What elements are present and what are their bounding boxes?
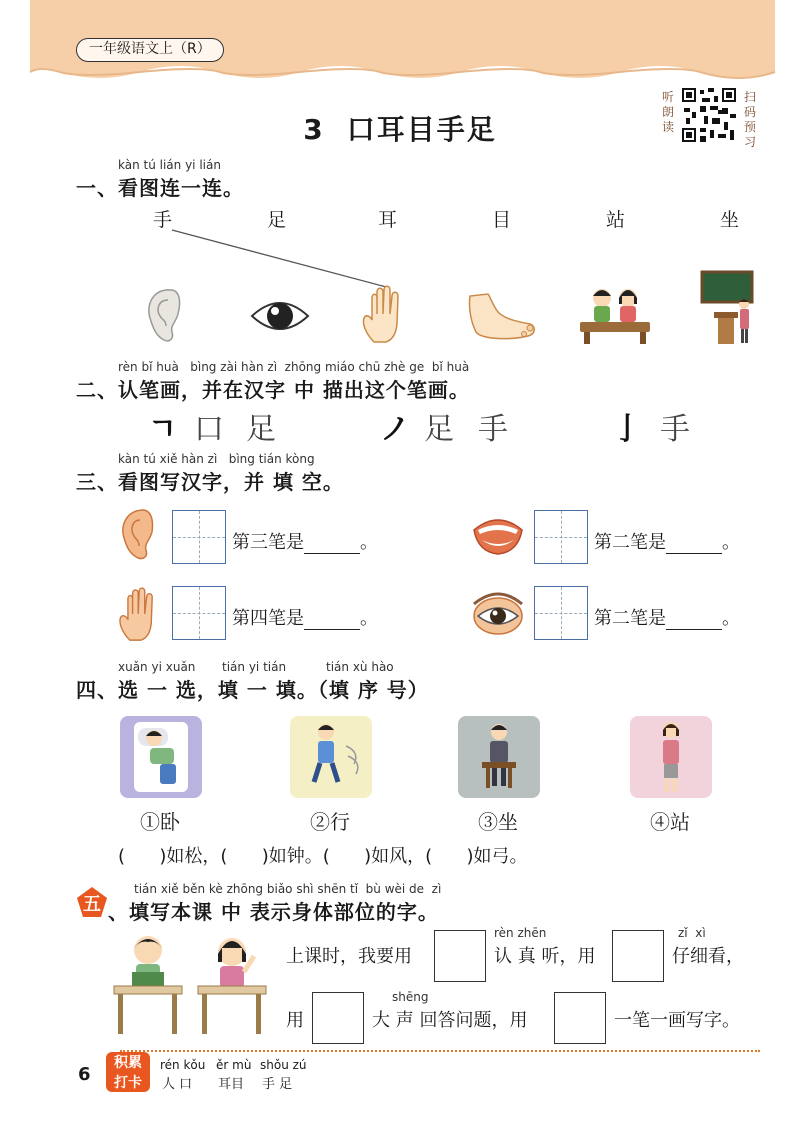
grade-tag: 一年级语文上（R） xyxy=(76,38,224,62)
s5-answer-box-2[interactable] xyxy=(612,930,664,982)
s3-writing-grid-1[interactable] xyxy=(172,510,226,564)
s3-item-2: 第二笔是 。 xyxy=(594,532,740,553)
page-number: 6 xyxy=(78,1064,91,1085)
s4-option-4: ④站 xyxy=(650,810,690,834)
s5-line1-b: 认 真 听，用 xyxy=(494,946,596,967)
s2-title: 二、认笔画，并在汉字 中 描出这个笔画。 xyxy=(76,378,470,402)
s3-writing-grid-3[interactable] xyxy=(172,586,226,640)
qr-label-preview: 扫 码 预 习 xyxy=(743,90,756,149)
qr-code-icon[interactable] xyxy=(680,86,738,144)
s1-pinyin: kàn tú lián yi lián xyxy=(118,158,221,172)
s1-hand-picture[interactable] xyxy=(360,284,412,344)
s3-hand-picture xyxy=(116,586,166,642)
s5-answer-box-4[interactable] xyxy=(554,992,606,1044)
s1-char-ear[interactable]: 耳 xyxy=(378,209,398,231)
lesson-number: 3 xyxy=(303,113,325,146)
s4-title: 四、选 一 选，填 一 填。（填 序 号） xyxy=(76,678,429,702)
s4-card-standing xyxy=(630,716,712,798)
s4-pinyin-2: tián yi tián xyxy=(222,660,287,674)
footer-pinyin-2: ěr mù xyxy=(216,1058,252,1072)
s4-pinyin-3: tián xù hào xyxy=(326,660,394,674)
s4-answer-paren-3[interactable]: ( ) xyxy=(322,846,372,867)
s5-title: 、填写本课 中 表示身体部位的字。 xyxy=(108,900,439,924)
s5-badge: 五 xyxy=(76,886,108,918)
s3-writing-grid-4[interactable] xyxy=(534,586,588,640)
s2-stroke-hengzhe: ㄱ xyxy=(148,412,177,447)
s3-writing-grid-2[interactable] xyxy=(534,510,588,564)
s5-line2-b: 大 声 回答问题，用 xyxy=(372,1010,528,1031)
s1-title: 一、看图连一连。 xyxy=(76,176,244,200)
s5-answer-box-3[interactable] xyxy=(312,992,364,1044)
qr-label-listen: 听 朗 读 xyxy=(661,90,674,134)
s5-line2-a: 用 xyxy=(286,1010,304,1031)
qr-block[interactable] xyxy=(660,86,760,150)
footer-divider xyxy=(120,1050,760,1052)
s1-teacher-standing-picture[interactable] xyxy=(700,270,756,346)
s4-pinyin-1: xuǎn yi xuǎn xyxy=(118,660,196,674)
s5-line1-pinyin-2: zǐ xì xyxy=(678,926,706,940)
s5-answer-box-1[interactable] xyxy=(434,930,486,982)
s1-char-sit[interactable]: 坐 xyxy=(720,209,740,231)
s2-trace-char[interactable]: 口 xyxy=(194,412,224,447)
footer-word-2: 耳目 xyxy=(218,1077,245,1092)
footer-badge: 积累 打卡 xyxy=(106,1052,150,1092)
footer-word-3: 手 足 xyxy=(262,1077,293,1092)
s1-eye-picture[interactable] xyxy=(248,294,312,338)
s1-foot-picture[interactable] xyxy=(462,292,538,342)
s5-line2-c: 一笔一画写字。 xyxy=(614,1010,740,1031)
s1-children-sitting-picture[interactable] xyxy=(578,282,652,344)
s3-blank-3[interactable] xyxy=(304,612,360,630)
s4-card-walking xyxy=(290,716,372,798)
s3-mouth-picture xyxy=(470,512,526,558)
page-header xyxy=(0,0,800,100)
footer-pinyin-3: shǒu zú xyxy=(260,1058,307,1072)
lesson-name: 口耳目手足 xyxy=(346,113,497,146)
s5-classroom-picture xyxy=(110,932,270,1038)
s4-fill-row: ( )如松，( )如钟。( )如风，( )如弓。 xyxy=(118,846,528,867)
s2-trace-char[interactable]: 足 xyxy=(424,412,454,447)
s5-line2-pinyin: shēng xyxy=(392,990,429,1004)
s5-line1-a: 上课时，我要用 xyxy=(286,946,412,967)
s4-answer-paren-2[interactable]: ( ) xyxy=(220,846,269,867)
s1-char-eye[interactable]: 目 xyxy=(492,209,512,231)
s4-option-2: ②行 xyxy=(310,810,350,834)
s4-option-1: ①卧 xyxy=(140,810,180,834)
s5-line1-c: 仔细看， xyxy=(672,946,744,967)
s3-eye-picture xyxy=(470,588,526,638)
s4-answer-paren-1[interactable]: ( ) xyxy=(118,846,167,867)
footer-word-1: 人 口 xyxy=(162,1077,193,1092)
s5-line1-pinyin: rèn zhēn xyxy=(494,926,547,940)
s3-item-3: 第四笔是 。 xyxy=(232,608,378,629)
footer-pinyin-1: rén kǒu xyxy=(160,1058,206,1072)
s3-pinyin: kàn tú xiě hàn zì bìng tián kòng xyxy=(118,452,315,466)
s3-blank-2[interactable] xyxy=(666,536,722,554)
s3-title: 三、看图写汉字，并 填 空。 xyxy=(76,470,344,494)
s2-trace-char[interactable]: 手 xyxy=(478,412,508,447)
s4-card-sitting xyxy=(458,716,540,798)
s2-trace-char[interactable]: 手 xyxy=(660,412,690,447)
s2-pinyin: rèn bǐ huà bìng zài hàn zì zhōng miáo chū zhè ge bǐ huà xyxy=(118,360,470,374)
s3-ear-picture xyxy=(118,508,158,560)
s4-answer-paren-4[interactable]: ( ) xyxy=(425,846,474,867)
s4-card-lying xyxy=(120,716,202,798)
s2-trace-char[interactable]: 足 xyxy=(246,412,276,447)
s3-blank-4[interactable] xyxy=(666,612,722,630)
s3-item-1: 第三笔是 。 xyxy=(232,532,378,553)
s3-blank-1[interactable] xyxy=(304,536,360,554)
s2-stroke-wangou: 亅 xyxy=(612,412,642,447)
s1-char-foot[interactable]: 足 xyxy=(267,209,287,231)
s4-option-3: ③坐 xyxy=(478,810,518,834)
s2-stroke-pie: ノ xyxy=(380,412,410,447)
s1-char-stand[interactable]: 站 xyxy=(606,209,626,231)
s1-ear-picture[interactable] xyxy=(142,286,186,344)
s3-item-4: 第二笔是 。 xyxy=(594,608,740,629)
s1-char-hand[interactable]: 手 xyxy=(153,209,173,231)
s5-pinyin: tián xiě běn kè zhōng biǎo shì shēn tǐ bù wèi de zì xyxy=(134,882,442,896)
